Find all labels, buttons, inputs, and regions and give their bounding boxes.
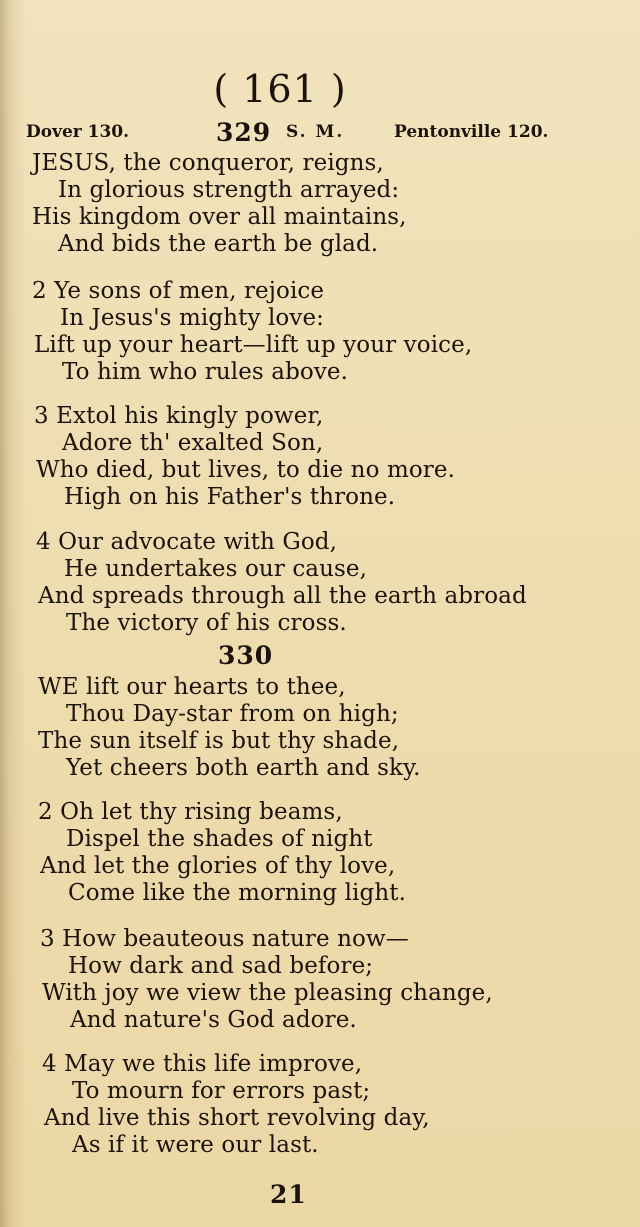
tune-name-right: Pentonville 120. [394, 122, 549, 142]
hymn-line: In Jesus's mighty love: [60, 305, 325, 331]
hymn-line: Lift up your heart—lift up your voice, [34, 332, 473, 358]
hymn-line: To him who rules above. [62, 359, 349, 385]
hymn-line: How dark and sad before; [68, 953, 374, 979]
hymn-line: JESUS, the conqueror, reigns, [32, 150, 384, 176]
hymn-line: In glorious strength arrayed: [58, 177, 400, 203]
hymn-line: And nature's God adore. [70, 1007, 357, 1033]
hymn-line: 2 Oh let thy rising beams, [38, 799, 343, 825]
hymn-line: Come like the morning light. [68, 880, 406, 906]
hymn-number: 330 [218, 641, 274, 670]
hymn-line: The victory of his cross. [66, 610, 347, 636]
hymn-line: Who died, but lives, to die no more. [36, 457, 456, 483]
hymn-line: The sun itself is but thy shade, [38, 728, 400, 754]
hymn-line: Thou Day-star from on high; [66, 701, 399, 727]
hymn-number: 329 [216, 118, 272, 147]
hymn-line: 4 May we this life improve, [42, 1051, 363, 1077]
hymn-line: Adore th' exalted Son, [62, 430, 324, 456]
hymn-line: 4 Our advocate with God, [36, 529, 338, 555]
page-number: ( 161 ) [213, 67, 347, 111]
meter-label: S. M. [286, 122, 345, 142]
hymn-line: He undertakes our cause, [64, 556, 368, 582]
hymn-line: High on his Father's throne. [64, 484, 396, 510]
hymn-line: WE lift our hearts to thee, [38, 674, 346, 700]
hymn-line: And live this short revolving day, [44, 1105, 430, 1131]
signature-mark: 21 [270, 1180, 307, 1209]
hymn-line: 3 Extol his kingly power, [34, 403, 324, 429]
hymn-line: Yet cheers both earth and sky. [66, 755, 421, 781]
hymn-line: And bids the earth be glad. [58, 231, 379, 257]
hymn-line: To mourn for errors past; [72, 1078, 371, 1104]
hymn-line: And spreads through all the earth abroad [38, 583, 527, 609]
hymn-line: And let the glories of thy love, [40, 853, 396, 879]
hymn-line: With joy we view the pleasing change, [42, 980, 493, 1006]
hymn-line: Dispel the shades of night [66, 826, 373, 852]
hymn-line: 2 Ye sons of men, rejoice [32, 278, 325, 304]
tune-name-left: Dover 130. [26, 122, 130, 142]
hymn-line: 3 How beauteous nature now— [40, 926, 409, 952]
hymn-line: His kingdom over all maintains, [32, 204, 407, 230]
hymn-line: As if it were our last. [72, 1132, 319, 1158]
